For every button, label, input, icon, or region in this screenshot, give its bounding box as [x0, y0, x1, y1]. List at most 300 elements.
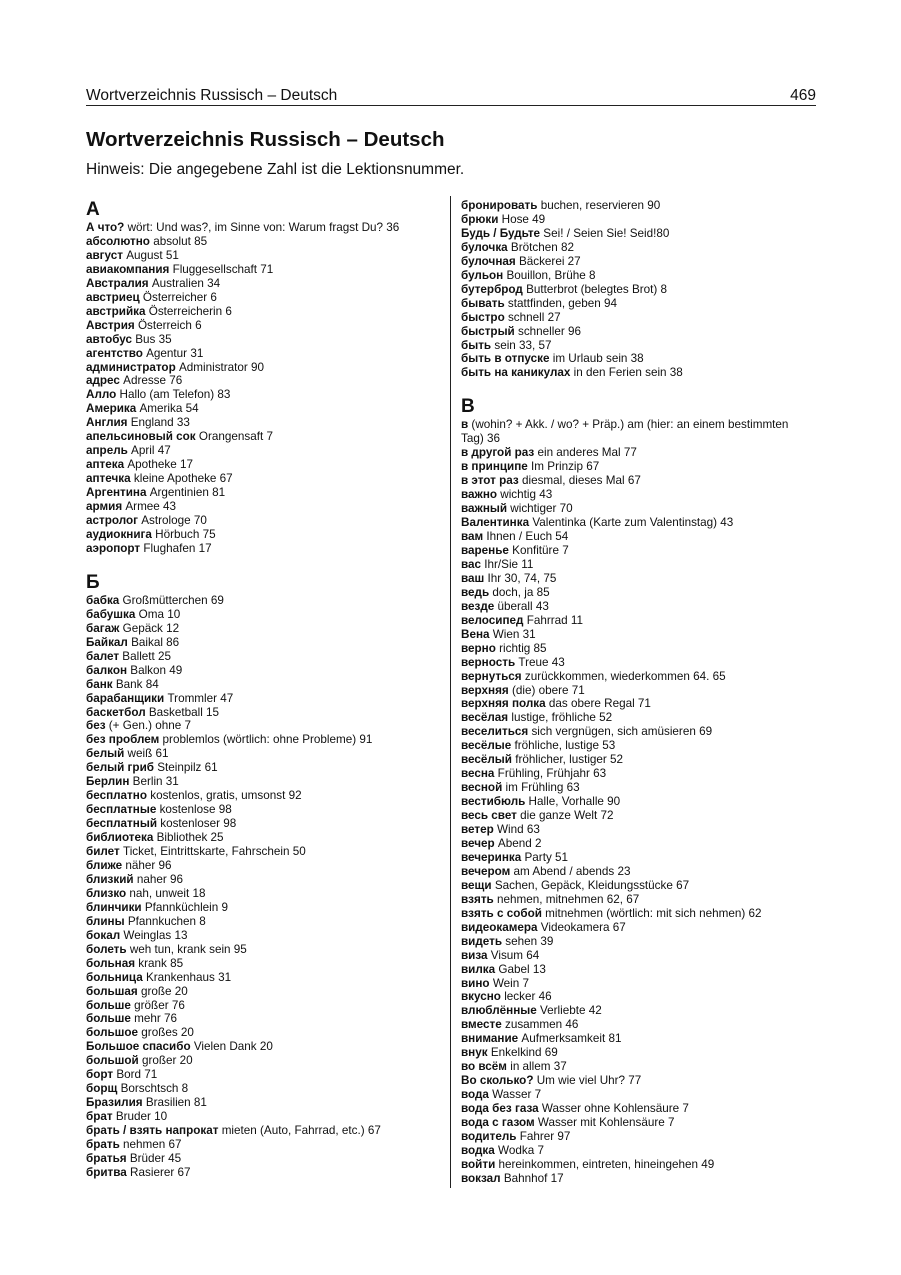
- entry-german: Österreicherin 6: [145, 304, 232, 318]
- entry-russian: бывать: [461, 296, 505, 310]
- entry-german: Borschtsch 8: [117, 1082, 189, 1096]
- dictionary-entry: [461, 474, 806, 488]
- dictionary-entry: [461, 795, 806, 809]
- entry-russian: Во сколько?: [461, 1074, 534, 1088]
- entry-german: Vielen Dank 20: [190, 1040, 273, 1054]
- dictionary-entry: [461, 1060, 806, 1074]
- section-letter: Б: [86, 571, 100, 593]
- entry-german: fröhliche, lustige 53: [511, 739, 616, 753]
- entry-german: Pfannküchlein 9: [141, 900, 229, 914]
- entry-german: Wind 63: [493, 823, 540, 837]
- dictionary-entry: [86, 1110, 441, 1124]
- entry-german: Weinglas 13: [120, 928, 188, 942]
- entry-russian: верно: [461, 641, 496, 655]
- entry-german: Administrator 90: [175, 360, 265, 374]
- dictionary-entry: [86, 514, 441, 528]
- entry-russian: во всём: [461, 1060, 507, 1074]
- dictionary-entry: [461, 283, 806, 297]
- entry-russian: ветер: [461, 823, 494, 837]
- entry-german: Australien 34: [148, 276, 221, 290]
- dictionary-entry: [86, 831, 441, 845]
- entry-german: diesmal, dieses Mal 67: [518, 474, 641, 488]
- dictionary-entry: [461, 823, 806, 837]
- entry-russian: автобус: [86, 332, 133, 346]
- entry-russian: блинчики: [86, 900, 142, 914]
- entry-german: Baikal 86: [127, 635, 180, 649]
- entry-russian: Аргентина: [86, 486, 147, 500]
- entry-russian: брать: [86, 1138, 120, 1152]
- dictionary-entry: [86, 277, 441, 291]
- entry-german: problemlos (wörtlich: ohne Probleme) 91: [159, 733, 373, 747]
- entry-russian: весёлый: [461, 753, 512, 767]
- dictionary-entry: [86, 622, 441, 636]
- dictionary-entry: [461, 199, 806, 213]
- entry-russian: вечеринка: [461, 850, 522, 864]
- dictionary-entry: [86, 500, 441, 514]
- dictionary-entry: [461, 697, 806, 711]
- entry-german: kostenlose 98: [156, 803, 232, 817]
- entry-russian: Байкал: [86, 635, 128, 649]
- entry-russian: верность: [461, 655, 516, 669]
- dictionary-entry: [461, 1102, 806, 1116]
- entry-german: Frühling, Frühjahr 63: [494, 767, 607, 781]
- entry-german: Steinpilz 61: [153, 761, 218, 775]
- dictionary-entry: [86, 347, 441, 361]
- entry-german: wört: Und was?, im Sinne von: Warum fragst Du? 36: [124, 221, 400, 234]
- entry-russian: бутерброд: [461, 282, 523, 296]
- entry-russian: водка: [461, 1143, 495, 1157]
- dictionary-entry: [86, 1152, 441, 1166]
- dictionary-entry: [86, 761, 441, 775]
- entry-russian: велосипед: [461, 613, 524, 627]
- entry-russian: больница: [86, 970, 143, 984]
- dictionary-entry: [86, 374, 441, 388]
- entry-russian: близко: [86, 886, 127, 900]
- entry-german: Fluggesellschaft 71: [169, 262, 274, 276]
- entry-russian: большой: [86, 1054, 139, 1068]
- dictionary-entry: [461, 809, 806, 823]
- entry-german: Astrologe 70: [138, 514, 207, 528]
- entry-russian: в: [461, 418, 469, 432]
- entry-german: Amerika 54: [136, 402, 199, 416]
- entry-german: (+ Gen.) ohne 7: [105, 719, 191, 733]
- entry-german: kostenlos, gratis, umsonst 92: [146, 789, 302, 803]
- entry-german: Bäckerei 27: [515, 254, 581, 268]
- dictionary-entry: [461, 935, 806, 949]
- dictionary-entry: [461, 502, 806, 516]
- entry-german: weiß 61: [124, 747, 169, 761]
- entry-german: Visum 64: [487, 948, 540, 962]
- entry-russian: вещи: [461, 878, 492, 892]
- entry-german: Ihr/Sie 11: [481, 557, 534, 571]
- entry-german: in den Ferien sein 38: [570, 366, 683, 380]
- entry-russian: багаж: [86, 621, 120, 635]
- dictionary-entry: [461, 1088, 806, 1102]
- entry-russian: бульон: [461, 268, 504, 282]
- dictionary-entry: [86, 985, 441, 999]
- entry-german: Brötchen 82: [507, 240, 574, 254]
- dictionary-entry: [86, 971, 441, 985]
- entry-german: mitnehmen (wörtlich: mit sich nehmen) 62: [541, 906, 762, 920]
- entry-german: Trommler 47: [164, 691, 234, 705]
- entry-german: im Frühling 63: [502, 781, 580, 795]
- entry-russian: бабка: [86, 593, 120, 607]
- entry-german: Wien 31: [489, 627, 536, 641]
- entry-russian: вечером: [461, 864, 511, 878]
- entry-german: Apotheke 17: [124, 458, 194, 472]
- entry-russian: Америка: [86, 402, 137, 416]
- dictionary-entry: [461, 297, 806, 311]
- entry-german: Balkon 49: [127, 663, 183, 677]
- dictionary-entry: [86, 789, 441, 803]
- section-gap: [461, 380, 806, 396]
- entry-german: weh tun, krank sein 95: [126, 942, 247, 956]
- entry-german: sich vergnügen, sich amüsieren 69: [528, 725, 713, 739]
- entry-german: Treue 43: [515, 655, 565, 669]
- dictionary-entry: [461, 1004, 806, 1018]
- entry-russian: братья: [86, 1152, 127, 1165]
- entry-russian: аптека: [86, 458, 125, 472]
- entry-german: fröhlicher, lustiger 52: [511, 753, 624, 767]
- dictionary-entry: [461, 269, 806, 283]
- entry-german: Hallo (am Telefon) 83: [116, 388, 231, 402]
- entry-german: Wasser ohne Kohlensäure 7: [538, 1102, 689, 1116]
- entry-russian: агентство: [86, 346, 143, 360]
- entry-german: naher 96: [133, 872, 183, 886]
- entry-russian: веселиться: [461, 725, 529, 739]
- entry-russian: весёлые: [461, 739, 512, 753]
- dictionary-entry: [461, 1130, 806, 1144]
- entry-german: Abend 2: [494, 836, 542, 850]
- entry-german: Ticket, Eintrittskarte, Fahrschein 50: [119, 845, 306, 859]
- dictionary-entry: [86, 221, 441, 235]
- dictionary-entry: [461, 865, 806, 879]
- dictionary-entry: [461, 1018, 806, 1032]
- entry-german: Argentinien 81: [146, 486, 226, 500]
- dictionary-entry: [86, 291, 441, 305]
- dictionary-entry: [86, 402, 441, 416]
- entry-german: nah, unweit 18: [126, 886, 206, 900]
- entry-russian: Англия: [86, 416, 128, 430]
- entry-german: kleine Apotheke 67: [130, 472, 233, 486]
- entry-russian: верхняя полка: [461, 697, 546, 711]
- entry-german: Wasser mit Kohlensäure 7: [534, 1116, 675, 1130]
- dictionary-entry: [86, 943, 441, 957]
- entry-german: Halle, Vorhalle 90: [525, 795, 621, 809]
- entry-german: stattfinden, geben 94: [504, 296, 618, 310]
- dictionary-entry: [86, 444, 441, 458]
- entry-german: schneller 96: [514, 324, 582, 338]
- entry-german: Gabel 13: [495, 962, 546, 976]
- entry-russian: быстрый: [461, 324, 515, 338]
- entry-german: Bus 35: [132, 332, 172, 346]
- entry-russian: влюблённые: [461, 1004, 537, 1018]
- entry-german: Hose 49: [498, 212, 546, 226]
- dictionary-entry: [86, 458, 441, 472]
- entry-german: Adresse 76: [119, 374, 183, 388]
- entry-german: Brasilien 81: [142, 1096, 207, 1110]
- section-letter: А: [86, 199, 100, 220]
- entry-german: (die) obere 71: [508, 683, 585, 697]
- entry-german: wichtig 43: [497, 488, 553, 502]
- dictionary-entry: [86, 1082, 441, 1096]
- entry-russian: бесплатные: [86, 803, 157, 817]
- entry-german: Bord 71: [113, 1068, 158, 1082]
- dictionary-entry: [461, 642, 806, 656]
- entry-german: Um wie viel Uhr? 77: [533, 1074, 642, 1088]
- dictionary-entry: [461, 670, 806, 684]
- dictionary-entry: [86, 719, 441, 733]
- entry-german: am Abend / abends 23: [510, 864, 631, 878]
- entry-russian: взять с собой: [461, 906, 542, 920]
- entry-russian: быстро: [461, 310, 505, 324]
- column-left: [86, 199, 441, 1180]
- entry-russian: австрийка: [86, 304, 146, 318]
- entry-russian: белый: [86, 747, 125, 761]
- entry-russian: весь свет: [461, 809, 517, 823]
- entry-russian: блины: [86, 914, 125, 928]
- dictionary-entry: [86, 528, 441, 542]
- dictionary-entry: [461, 558, 806, 572]
- entry-german: Berlin 31: [129, 775, 179, 789]
- entry-russian: август: [86, 248, 123, 262]
- entry-german: Im Prinzip 67: [527, 460, 600, 474]
- entry-german: Fahrrad 11: [523, 613, 584, 627]
- entry-german: August 51: [123, 248, 179, 262]
- column-right: [461, 199, 806, 1186]
- entry-german: ein anderes Mal 77: [534, 446, 637, 460]
- entry-russian: весной: [461, 781, 503, 795]
- entry-russian: астролог: [86, 514, 138, 528]
- dictionary-entry: [86, 845, 441, 859]
- entry-russian: армия: [86, 500, 123, 514]
- running-header-title: Wortverzeichnis Russisch – Deutsch: [86, 87, 338, 104]
- entry-russian: брат: [86, 1110, 113, 1124]
- dictionary-entry: [86, 803, 441, 817]
- dictionary-entry: [461, 1046, 806, 1060]
- entry-russian: водитель: [461, 1130, 517, 1143]
- entry-german: die ganze Welt 72: [516, 809, 614, 823]
- dictionary-entry: [86, 594, 441, 608]
- dictionary-entry: [461, 656, 806, 670]
- entry-german: zurückkommen, wiederkommen 64. 65: [521, 669, 726, 683]
- entry-russian: вода без газа: [461, 1102, 539, 1116]
- dictionary-entry: [461, 227, 806, 241]
- dictionary-entry: [86, 608, 441, 622]
- entry-russian: без: [86, 719, 106, 733]
- entry-german: Österreich 6: [134, 318, 202, 332]
- dictionary-entry: [461, 767, 806, 781]
- dictionary-entry: [461, 352, 806, 366]
- entry-russian: быть в отпуске: [461, 352, 550, 366]
- column-divider: [450, 196, 451, 1188]
- entry-german: Party 51: [521, 850, 569, 864]
- entry-german: Aufmerksamkeit 81: [518, 1032, 622, 1046]
- entry-german: Agentur 31: [142, 346, 204, 360]
- entry-russian: авиакомпания: [86, 262, 170, 276]
- entry-russian: бритва: [86, 1165, 127, 1179]
- dictionary-entry: [461, 418, 806, 446]
- entry-german: sehen 39: [502, 934, 554, 948]
- entry-russian: администратор: [86, 360, 176, 374]
- dictionary-entry: [461, 586, 806, 600]
- dictionary-entry: [461, 614, 806, 628]
- dictionary-entry: [461, 339, 806, 353]
- dictionary-entry: [86, 901, 441, 915]
- entry-russian: бокал: [86, 928, 121, 942]
- dictionary-entry: [86, 873, 441, 887]
- entry-german: doch, ja 85: [489, 585, 550, 599]
- entry-russian: Вена: [461, 627, 490, 641]
- dictionary-entry: [461, 628, 806, 642]
- entry-german: Enkelkind 69: [487, 1046, 558, 1060]
- entry-german: Hörbuch 75: [151, 527, 216, 541]
- entry-russian: в этот раз: [461, 474, 519, 488]
- entry-russian: борт: [86, 1068, 114, 1082]
- entry-russian: вилка: [461, 962, 496, 976]
- entry-russian: верхняя: [461, 683, 509, 697]
- entry-russian: вас: [461, 557, 482, 571]
- page-number: 469: [790, 87, 816, 104]
- dictionary-entry: [86, 1138, 441, 1152]
- dictionary-entry: [461, 949, 806, 963]
- entry-russian: Австралия: [86, 276, 149, 290]
- section-v: [461, 396, 806, 1185]
- entry-german: Oma 10: [135, 607, 181, 621]
- dictionary-entry: [461, 213, 806, 227]
- entry-german: näher 96: [122, 858, 172, 872]
- entry-german: Großmütterchen 69: [119, 593, 224, 607]
- entry-german: Pfannkuchen 8: [124, 914, 206, 928]
- entry-russian: брюки: [461, 212, 499, 226]
- entry-german: große 20: [137, 984, 188, 998]
- entry-russian: вкусно: [461, 990, 501, 1004]
- entry-russian: балет: [86, 649, 120, 663]
- entry-german: schnell 27: [504, 310, 561, 324]
- entry-german: sein 33, 57: [491, 338, 552, 352]
- entry-russian: адрес: [86, 374, 120, 388]
- dictionary-entry: [86, 817, 441, 831]
- dictionary-entry: [86, 692, 441, 706]
- entry-russian: варенье: [461, 543, 509, 557]
- entry-russian: видеть: [461, 934, 503, 948]
- dictionary-entry: [86, 319, 441, 333]
- entry-german: Sei! / Seien Sie! Seid!80: [540, 226, 670, 240]
- entry-russian: булочка: [461, 240, 508, 254]
- dictionary-entry: [461, 1074, 806, 1088]
- entry-german: Butterbrot (belegtes Brot) 8: [522, 282, 668, 296]
- entry-russian: борщ: [86, 1082, 118, 1096]
- running-header: [86, 86, 816, 106]
- dictionary-entry: [461, 1116, 806, 1130]
- entry-russian: Валентинка: [461, 516, 530, 530]
- entry-german: Verliebte 42: [536, 1004, 602, 1018]
- entry-russian: апельсиновый сок: [86, 430, 196, 444]
- entry-russian: везде: [461, 599, 495, 613]
- entry-russian: барабанщики: [86, 691, 165, 705]
- dictionary-entry: [461, 488, 806, 502]
- entry-german: Flughafen 17: [140, 541, 212, 555]
- entry-german: April 47: [127, 444, 171, 458]
- dictionary-entry: [86, 1040, 441, 1054]
- entry-russian: А что?: [86, 221, 125, 234]
- dictionary-entry: [86, 1124, 441, 1138]
- dictionary-entry: [86, 957, 441, 971]
- entry-russian: без проблем: [86, 733, 160, 747]
- dictionary-entry: [86, 472, 441, 486]
- entry-german: Orangensaft 7: [195, 430, 273, 444]
- dictionary-entry: [461, 963, 806, 977]
- dictionary-entry: [461, 907, 806, 921]
- dictionary-entry: [461, 516, 806, 530]
- section-a: [86, 199, 441, 556]
- dictionary-entry: [86, 775, 441, 789]
- entry-german: England 33: [127, 416, 190, 430]
- entry-german: hereinkommen, eintreten, hineingehen 49: [495, 1157, 715, 1171]
- dictionary-entry: [86, 430, 441, 444]
- dictionary-entry: [86, 664, 441, 678]
- entry-russian: абсолютно: [86, 234, 150, 248]
- entry-german: Bruder 10: [112, 1110, 168, 1124]
- dictionary-entry: [86, 1054, 441, 1068]
- entry-russian: вестибюль: [461, 795, 526, 809]
- dictionary-entry: [86, 416, 441, 430]
- entry-russian: белый гриб: [86, 761, 154, 775]
- dictionary-entry: [461, 311, 806, 325]
- entry-german: Bouillon, Brühe 8: [503, 268, 596, 282]
- entry-german: Basketball 15: [145, 705, 220, 719]
- dictionary-entry: [461, 977, 806, 991]
- dictionary-entry: [86, 747, 441, 761]
- entry-german: Videokamera 67: [537, 920, 626, 934]
- entry-russian: балкон: [86, 663, 128, 677]
- entry-russian: больше: [86, 1012, 131, 1026]
- entry-russian: вино: [461, 976, 490, 990]
- entry-russian: близкий: [86, 872, 134, 886]
- entry-german: Bibliothek 25: [153, 831, 224, 845]
- entry-russian: баскетбол: [86, 705, 146, 719]
- entry-german: zusammen 46: [501, 1018, 579, 1032]
- dictionary-entry: [461, 753, 806, 767]
- entry-russian: Австрия: [86, 318, 135, 332]
- entry-russian: виза: [461, 948, 488, 962]
- dictionary-entry: [86, 915, 441, 929]
- dictionary-entry: [86, 542, 441, 556]
- dictionary-entry: [86, 678, 441, 692]
- entry-russian: аэропорт: [86, 541, 141, 555]
- dictionary-entry: [461, 255, 806, 269]
- entry-german: Ihr 30, 74, 75: [484, 571, 557, 585]
- entry-german: Wodka 7: [494, 1143, 544, 1157]
- entry-russian: брать / взять напрокат: [86, 1124, 219, 1138]
- entry-russian: взять: [461, 892, 494, 906]
- dictionary-entry: [461, 893, 806, 907]
- entry-german: Sachen, Gepäck, Kleidungsstücke 67: [491, 878, 690, 892]
- entry-russian: войти: [461, 1157, 496, 1171]
- dictionary-entry: [86, 887, 441, 901]
- entry-german: Krankenhaus 31: [142, 970, 232, 984]
- entry-russian: быть: [461, 338, 492, 352]
- entry-russian: аптечка: [86, 472, 131, 486]
- dictionary-entry: [461, 739, 806, 753]
- dictionary-entry: [86, 1096, 441, 1110]
- dictionary-entry: [86, 333, 441, 347]
- dictionary-entry: [86, 929, 441, 943]
- dictionary-entry: [86, 305, 441, 319]
- entry-russian: больная: [86, 956, 136, 970]
- dictionary-entry: [461, 781, 806, 795]
- entry-russian: вечер: [461, 836, 495, 850]
